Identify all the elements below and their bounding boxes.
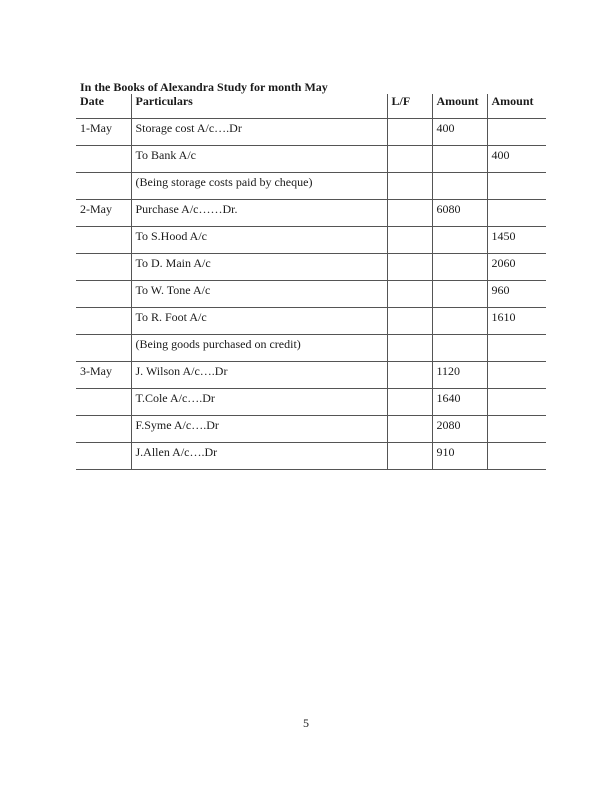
entry-date <box>76 335 131 362</box>
entry-lf <box>387 146 432 173</box>
entry-particulars: J.Allen A/c….Dr <box>131 443 387 470</box>
entry-lf <box>387 227 432 254</box>
page-number: 5 <box>303 716 309 730</box>
header-credit-amount: Amount <box>487 94 546 119</box>
entry-date <box>76 443 131 470</box>
entry-lf <box>387 173 432 200</box>
header-debit-amount: Amount <box>432 94 487 119</box>
entry-credit-amount: 1450 <box>487 227 546 254</box>
entry-particulars: To D. Main A/c <box>131 254 387 281</box>
entry-debit-amount <box>432 281 487 308</box>
entry-credit-amount: 1610 <box>487 308 546 335</box>
journal-table <box>76 94 546 470</box>
entry-particulars: To S.Hood A/c <box>131 227 387 254</box>
entry-credit-amount <box>487 173 546 200</box>
entry-date: 2-May <box>76 200 131 227</box>
entry-lf <box>387 308 432 335</box>
entry-date <box>76 416 131 443</box>
table-row <box>76 146 546 173</box>
table-row <box>76 227 546 254</box>
entry-particulars: T.Cole A/c….Dr <box>131 389 387 416</box>
table-row <box>76 389 546 416</box>
entry-date <box>76 173 131 200</box>
table-row <box>76 200 546 227</box>
entry-date: 1-May <box>76 119 131 146</box>
entry-lf <box>387 281 432 308</box>
entry-particulars: Storage cost A/c….Dr <box>131 119 387 146</box>
entry-lf <box>387 443 432 470</box>
entry-credit-amount <box>487 200 546 227</box>
table-row <box>76 308 546 335</box>
entry-date <box>76 389 131 416</box>
entry-particulars: (Being storage costs paid by cheque) <box>131 173 387 200</box>
entry-debit-amount <box>432 227 487 254</box>
table-row <box>76 119 546 146</box>
entry-lf <box>387 200 432 227</box>
table-row <box>76 362 546 389</box>
entry-date: 3-May <box>76 362 131 389</box>
entry-credit-amount <box>487 443 546 470</box>
entry-lf <box>387 389 432 416</box>
document-title: In the Books of Alexandra Study for month May <box>80 80 328 94</box>
journal-header-row <box>76 94 546 119</box>
entry-lf <box>387 416 432 443</box>
entry-debit-amount: 2080 <box>432 416 487 443</box>
entry-particulars: To R. Foot A/c <box>131 308 387 335</box>
table-row <box>76 335 546 362</box>
entry-credit-amount: 960 <box>487 281 546 308</box>
table-row <box>76 281 546 308</box>
header-lf: L/F <box>387 94 432 119</box>
entry-particulars: (Being goods purchased on credit) <box>131 335 387 362</box>
journal-body <box>76 119 546 470</box>
entry-particulars: To Bank A/c <box>131 146 387 173</box>
header-date: Date <box>76 94 131 119</box>
table-row <box>76 416 546 443</box>
entry-particulars: To W. Tone A/c <box>131 281 387 308</box>
entry-debit-amount: 1120 <box>432 362 487 389</box>
entry-credit-amount <box>487 362 546 389</box>
entry-credit-amount <box>487 335 546 362</box>
entry-particulars: F.Syme A/c….Dr <box>131 416 387 443</box>
entry-credit-amount <box>487 416 546 443</box>
entry-debit-amount <box>432 173 487 200</box>
entry-date <box>76 254 131 281</box>
table-row <box>76 443 546 470</box>
entry-debit-amount: 400 <box>432 119 487 146</box>
entry-lf <box>387 362 432 389</box>
entry-credit-amount <box>487 389 546 416</box>
header-particulars: Particulars <box>131 94 387 119</box>
entry-debit-amount: 910 <box>432 443 487 470</box>
entry-lf <box>387 119 432 146</box>
table-row <box>76 173 546 200</box>
entry-date <box>76 227 131 254</box>
table-row <box>76 254 546 281</box>
entry-date <box>76 146 131 173</box>
entry-credit-amount: 2060 <box>487 254 546 281</box>
entry-particulars: Purchase A/c……Dr. <box>131 200 387 227</box>
entry-debit-amount <box>432 254 487 281</box>
entry-date <box>76 281 131 308</box>
entry-debit-amount <box>432 308 487 335</box>
entry-debit-amount <box>432 146 487 173</box>
entry-debit-amount: 6080 <box>432 200 487 227</box>
entry-lf <box>387 254 432 281</box>
entry-date <box>76 308 131 335</box>
journal-table-container <box>76 94 534 459</box>
entry-particulars: J. Wilson A/c….Dr <box>131 362 387 389</box>
entry-lf <box>387 335 432 362</box>
entry-debit-amount <box>432 335 487 362</box>
entry-credit-amount <box>487 119 546 146</box>
entry-debit-amount: 1640 <box>432 389 487 416</box>
entry-credit-amount: 400 <box>487 146 546 173</box>
